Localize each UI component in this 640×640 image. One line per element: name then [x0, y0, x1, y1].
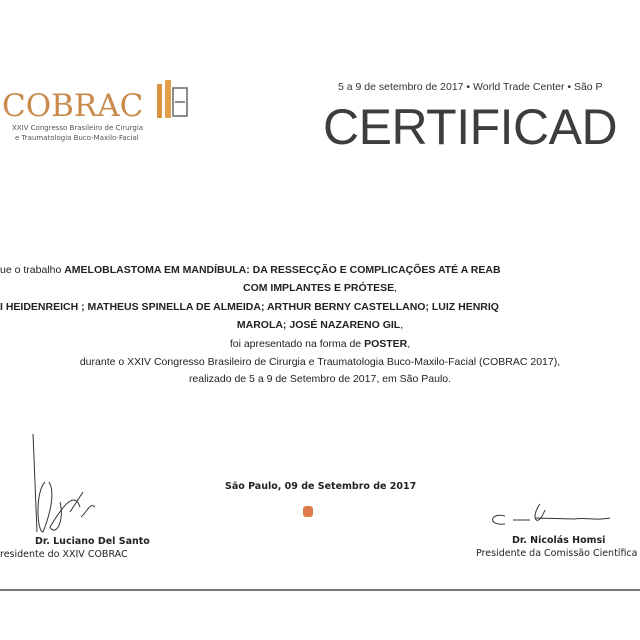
logo-subtitle-1: XXIV Congresso Brasileiro de Cirurgia	[12, 124, 144, 132]
logo-mark-icon	[153, 80, 193, 120]
logo-text: COBRAC	[2, 88, 144, 124]
body-line-5: foi apresentado na forma de POSTER,	[229, 338, 411, 350]
body-line-4: MAROLA; JOSÉ NAZARENO GIL,	[236, 319, 404, 331]
body-line-6: durante o XXIV Congresso Brasileiro de Cirurgia e Traumatologia Buco-Maxilo-Facial (COBRAC 2017),	[79, 356, 561, 368]
right-signatory-name: Dr. Nicolás Homsi	[512, 535, 606, 546]
signature-right	[485, 502, 615, 532]
place-date: São Paulo, 09 de Setembro de 2017	[225, 481, 417, 492]
event-info: 5 a 9 de setembro de 2017 • World Trade Center • São P	[338, 81, 603, 93]
left-signatory-name: Dr. Luciano Del Santo	[35, 536, 150, 547]
logo-subtitle-2: e Traumatologia Buco-Maxilo-Facial	[15, 134, 139, 142]
accent-dot	[303, 506, 313, 517]
cobrac-logo	[2, 80, 193, 124]
certificate-title: CERTIFICAD	[323, 99, 618, 155]
right-signatory-title: Presidente da Comissão Científica	[476, 548, 638, 559]
body-line-2: COM IMPLANTES E PRÓTESE,	[242, 282, 398, 294]
body-line-7: realizado de 5 a 9 de Setembro de 2017, em São Paulo.	[188, 373, 452, 385]
signature-left	[25, 432, 105, 542]
body-line-3: I HEIDENREICH ; MATHEUS SPINELLA DE ALMEIDA; ARTHUR BERNY CASTELLANO; LUIZ HENRIQ	[0, 301, 499, 313]
bottom-rule	[0, 589, 640, 591]
left-signatory-title: residente do XXIV COBRAC	[0, 549, 128, 560]
body-line-1: ue o trabalho AMELOBLASTOMA EM MANDÍBULA: DA RESSECÇÃO E COMPLICAÇÕES ATÉ A REAB	[0, 264, 501, 276]
